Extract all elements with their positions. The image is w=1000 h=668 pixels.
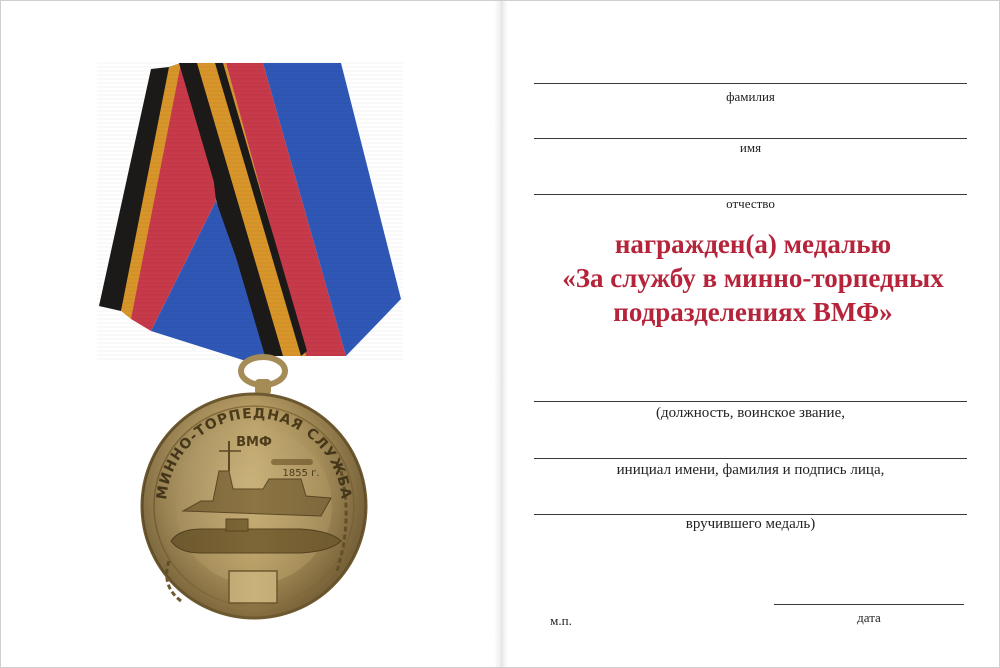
- medal-disc: [142, 394, 366, 618]
- page-fold: [494, 1, 508, 667]
- award-line-3: подразделениях ВМФ»: [613, 297, 893, 327]
- name-label: имя: [739, 140, 762, 155]
- presenter-line-1[interactable]: [534, 401, 967, 402]
- award-line-2: «За службу в минно-торпедных: [562, 263, 944, 293]
- presenter-line-3[interactable]: [534, 514, 967, 515]
- presenter-caption-3: вручившего медаль): [685, 516, 816, 532]
- presenter-caption-2: инициал имени, фамилия и подпись лица,: [616, 462, 885, 478]
- surname-label: фамилия: [726, 89, 775, 104]
- patronymic-label: отчество: [726, 196, 775, 211]
- medal-image: [1, 1, 494, 667]
- presenter-caption-1: (должность, воинское звание,: [656, 405, 845, 421]
- medal-panel: [1, 1, 494, 667]
- date-label: дата: [857, 610, 881, 625]
- presenter-line-2[interactable]: [534, 458, 967, 459]
- suspension-ring: [241, 357, 285, 395]
- name-line[interactable]: [534, 138, 967, 139]
- surname-line[interactable]: [534, 83, 967, 84]
- award-line-1: награжден(а) медалью: [614, 229, 892, 259]
- seal-label: м.п.: [550, 613, 572, 628]
- patronymic-line[interactable]: [534, 194, 967, 195]
- date-line[interactable]: [774, 604, 964, 605]
